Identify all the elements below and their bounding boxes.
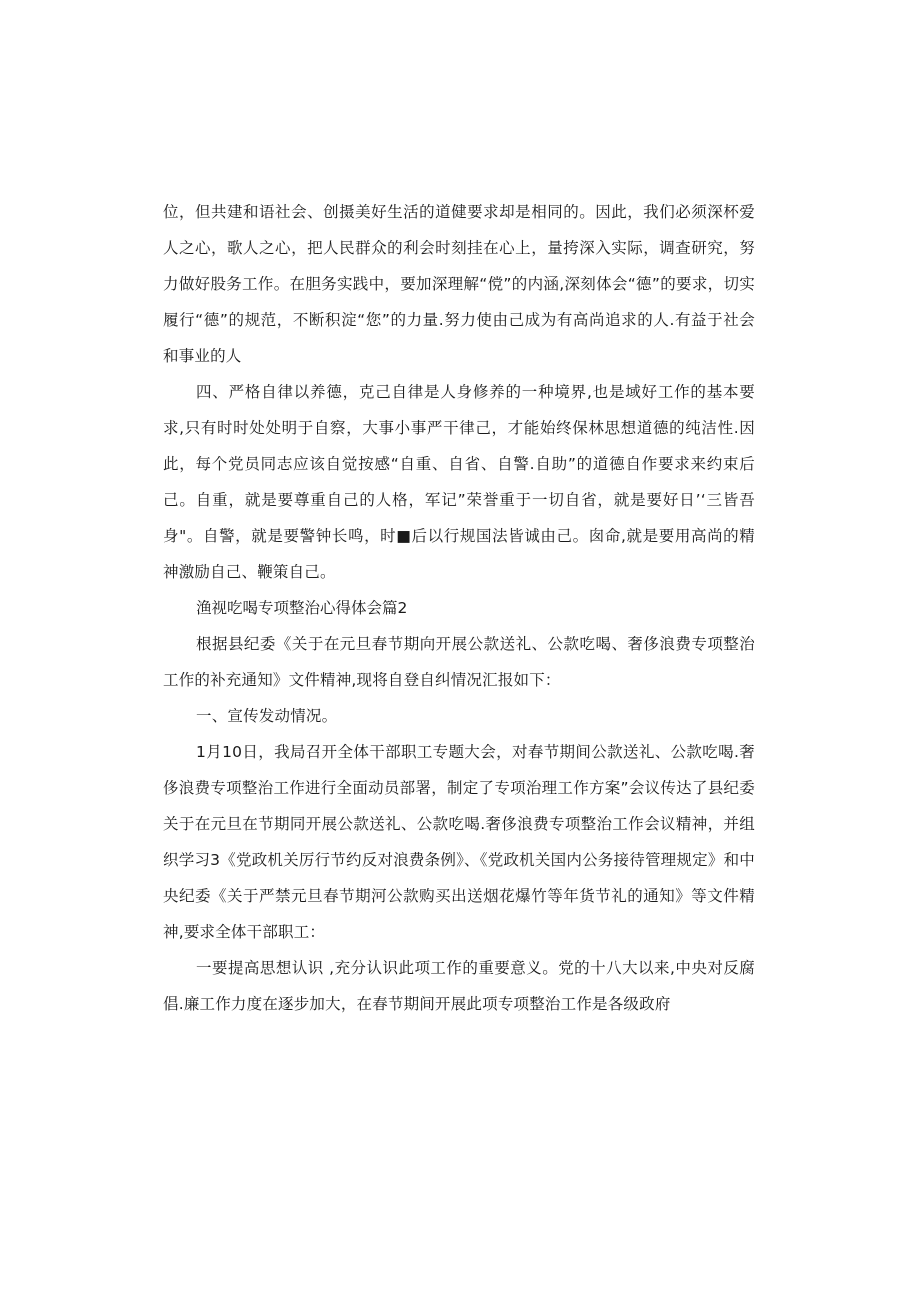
section-title: 渔视吃喝专项整治心得体会篇2 xyxy=(196,599,408,617)
paragraph-intro: 根据县纪委《关于在元旦春节期向开展公款送礼、公款吃喝、奢侈浪费专项整治工作的补充通知》文件精神,现将自登自纠情况汇报如下： xyxy=(163,635,755,689)
paragraph-continuation: 位，但共建和语社会、创摄美好生活的道健要求却是相同的。因此，我们必须深杯爱人之心，歌人之心，把人民群众的利会时刻挂在心上，量挎深入实际，调查研究，努力做好股务工作。在胆务实践中，要加深理解“傥”的内涵,深刻体会“德”的要求，切实履行“德”的规范，不断积淀“您”的力量.努力使由己成为有高尚追求的人.有益于社会和事业的人 xyxy=(163,203,755,365)
paragraph-self-discipline: 四、严格自律以养德，克己自律是人身修养的一种境界,也是域好工作的基本要求,只有时时处处明于自察，大事小事严干律己，才能始终保林思想道德的纯洁性.因此，每个党员同志应该自觉按感“自重、自省、自警.自助”的道德自作要求来约束后己。自重，就是要尊重自己的人格，军记”荣誉重于一切自省，就是要好日’‘三皆吾身"。自警，就是要警钟长鸣，时■后以行规国法皆诚由己。囱命,就是要用高尚的精神激励自己、鞭策自己。 xyxy=(163,383,755,581)
document-page xyxy=(163,194,755,1022)
paragraph-awareness: 一要提高思想认识 ,充分认识此项工作的重要意义。党的十八大以来,中央对反腐倡.廉工作力度在逐步加大，在春节期间开展此项专项整治工作是各级政府 xyxy=(163,959,755,1013)
paragraph-meeting: 1月10日，我局召开全体干部职工专题大会，对春节期间公款送礼、公款吃喝.奢侈浪费专项整治工作进行全面动员部署，制定了专项治理工作方案”会议传达了县纪委关于在元旦在节期同开展公款送礼、公款吃喝.奢侈浪费专项整治工作会议精神，并组织学习3《党政机关厉行节约反对浪费条例》、《党政机关国内公务接待管理规定》和中央纪委《关于严禁元旦春节期河公款购买出送烟花爆竹等年货节礼的通知》等文件精神,要求全体干部职工： xyxy=(163,743,755,941)
paragraph-subheading: 一、宣传发动情况。 xyxy=(196,707,338,725)
